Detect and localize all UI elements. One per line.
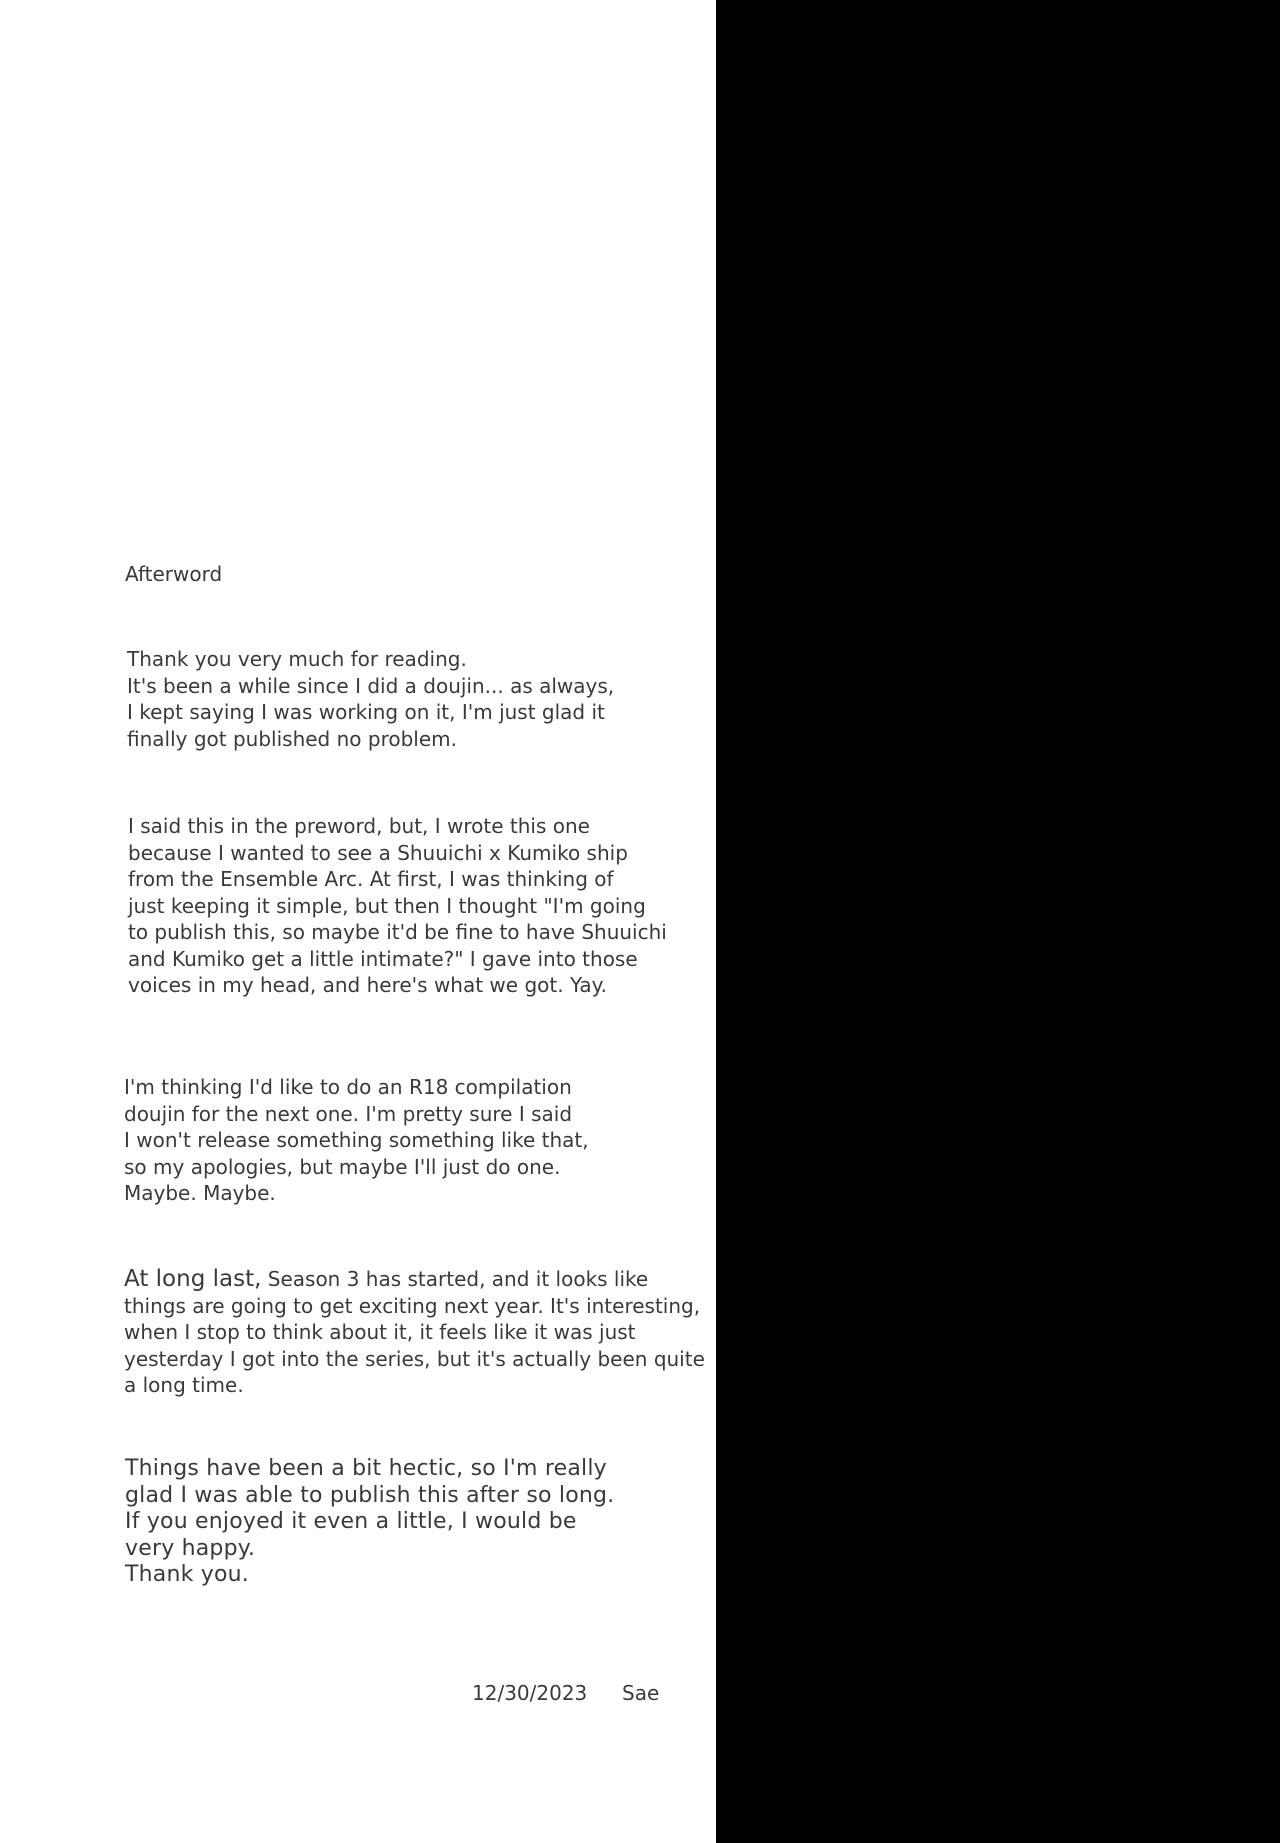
text-line: If you enjoyed it even a little, I would be <box>125 1509 577 1534</box>
text-line: Thank you. <box>125 1562 249 1587</box>
afterword-heading: Afterword <box>125 562 223 586</box>
text-line: glad I was able to publish this after so long. <box>125 1482 615 1508</box>
text-line: from the Ensemble Arc. At first, I was thinking of <box>128 867 614 891</box>
lead-text: At long last, <box>124 1266 262 1292</box>
text-line: Maybe. Maybe. <box>124 1181 276 1205</box>
text-line: to publish this, so maybe it'd be fine to have Shuuichi <box>128 920 667 944</box>
paragraph-preword <box>128 813 667 999</box>
text-line: I won't release something something like that, <box>124 1128 589 1152</box>
text-line: a long time. <box>124 1373 244 1397</box>
signature-date: 12/30/2023 <box>472 1681 588 1705</box>
text-run: Season 3 has started, and it looks like <box>261 1267 649 1291</box>
text-line: things are going to get exciting next year. It's interesting, <box>124 1293 701 1318</box>
text-line: doujin for the next one. I'm pretty sure I said <box>124 1101 573 1126</box>
black-backdrop <box>716 0 1280 1843</box>
text-line: so my apologies, but maybe I'll just do one. <box>124 1154 561 1179</box>
text-line: finally got published no problem. <box>127 726 457 751</box>
text-line: yesterday I got into the series, but it's actually been quite <box>124 1346 705 1371</box>
text-line: I'm thinking I'd like to do an R18 compilation <box>124 1075 572 1099</box>
text-line: I kept saying I was working on it, I'm just glad it <box>127 700 605 724</box>
text-line: because I wanted to see a Shuuichi x Kumiko ship <box>128 840 628 865</box>
paragraph-next-doujin <box>124 1074 589 1207</box>
paragraph-season-3 <box>124 1266 705 1399</box>
text-line: It's been a while since I did a doujin... as always, <box>127 673 615 698</box>
text-line: when I stop to think about it, it feels like it was just <box>124 1320 636 1344</box>
text-line: and Kumiko get a little intimate?" I gave into those <box>128 946 638 971</box>
text-line: just keeping it simple, but then I thought "I'm going <box>128 893 646 918</box>
text-line: Things have been a bit hectic, so I'm really <box>125 1456 607 1481</box>
paragraph-thanks <box>127 646 614 752</box>
text-line <box>124 1266 705 1293</box>
text-line: very happy. <box>125 1535 256 1561</box>
text-line: Thank you very much for reading. <box>127 647 467 671</box>
text-line: I said this in the preword, but, I wrote this one <box>128 814 590 838</box>
paragraph-closing <box>125 1456 614 1589</box>
text-line: voices in my head, and here's what we got. Yay. <box>128 973 608 997</box>
signature-name: Sae <box>622 1681 660 1705</box>
